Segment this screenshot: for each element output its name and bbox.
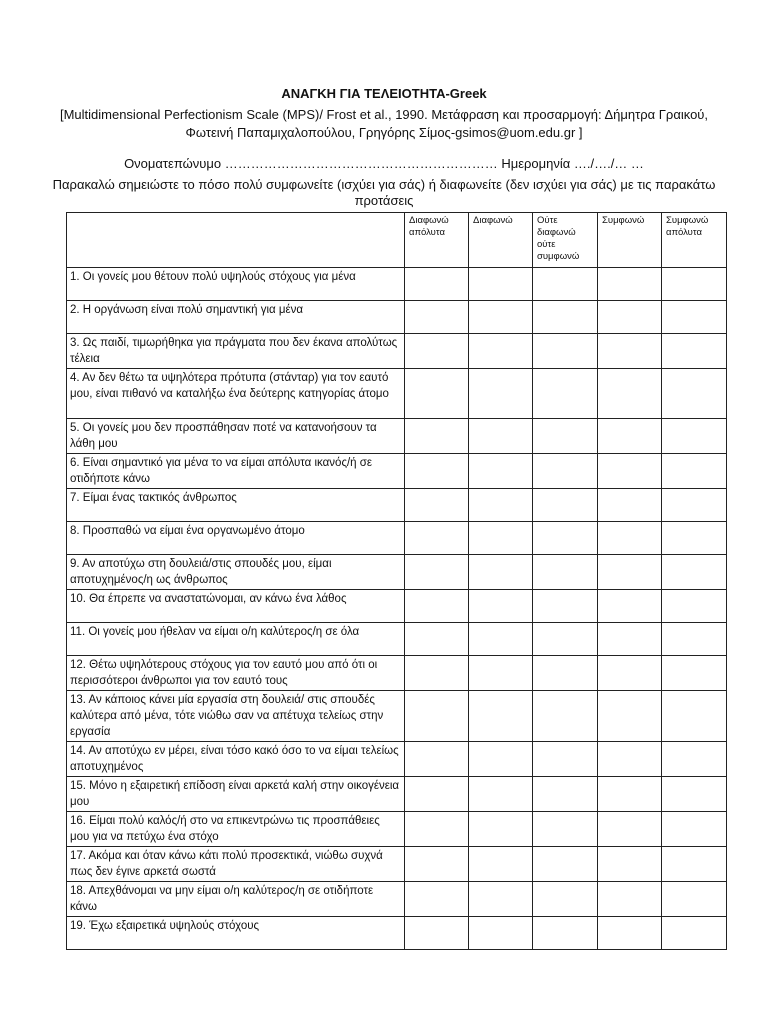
rating-cell[interactable]: [533, 454, 598, 489]
rating-cell[interactable]: [469, 369, 533, 419]
rating-cell[interactable]: [533, 334, 598, 369]
rating-cell[interactable]: [662, 742, 727, 777]
rating-cell[interactable]: [405, 691, 469, 742]
rating-cell[interactable]: [598, 454, 662, 489]
rating-cell[interactable]: [405, 656, 469, 691]
rating-cell[interactable]: [405, 334, 469, 369]
rating-cell[interactable]: [533, 882, 598, 917]
rating-cell[interactable]: [533, 489, 598, 522]
rating-cell[interactable]: [405, 777, 469, 812]
table-row: [67, 623, 727, 656]
rating-cell[interactable]: [469, 419, 533, 454]
table-row: [67, 268, 727, 301]
table-row: [67, 882, 727, 917]
column-header-agree: Συμφωνώ: [598, 213, 662, 268]
rating-cell[interactable]: [598, 268, 662, 301]
rating-cell[interactable]: [598, 489, 662, 522]
column-header-disagree: Διαφωνώ: [469, 213, 533, 268]
table-row: [67, 691, 727, 742]
rating-cell[interactable]: [405, 454, 469, 489]
rating-cell[interactable]: [533, 522, 598, 555]
rating-cell[interactable]: [598, 590, 662, 623]
rating-cell[interactable]: [598, 334, 662, 369]
statement-text: 12. Θέτω υψηλότερους στόχους για τον εαυτό μου από ότι οι περισσότεροι άνθρωποι για τον εαυτό τους: [67, 656, 405, 691]
rating-cell[interactable]: [662, 268, 727, 301]
rating-cell[interactable]: [469, 742, 533, 777]
rating-cell[interactable]: [405, 489, 469, 522]
table-row: [67, 590, 727, 623]
statement-text: 7. Είμαι ένας τακτικός άνθρωπος: [67, 489, 405, 522]
statement-text: 18. Απεχθάνομαι να μην είμαι ο/η καλύτερος/η σε οτιδήποτε κάνω: [67, 882, 405, 917]
table-row: [67, 454, 727, 489]
rating-cell[interactable]: [469, 623, 533, 656]
instructions-text: Παρακαλώ σημειώστε το πόσο πολύ συμφωνείτε (ισχύει για σάς) ή διαφωνείτε (δεν ισχύει για σάς) με τις παρακάτω προτάσεις: [52, 177, 716, 208]
statement-text: 3. Ως παιδί, τιμωρήθηκα για πράγματα που δεν έκανα απολύτως τέλεια: [67, 334, 405, 369]
rating-cell[interactable]: [662, 691, 727, 742]
statement-text: 5. Οι γονείς μου δεν προσπάθησαν ποτέ να κατανοήσουν τα λάθη μου: [67, 419, 405, 454]
rating-cell[interactable]: [405, 369, 469, 419]
rating-cell[interactable]: [405, 812, 469, 847]
table-row: [67, 555, 727, 590]
rating-cell[interactable]: [533, 419, 598, 454]
rating-cell[interactable]: [598, 656, 662, 691]
rating-cell[interactable]: [405, 590, 469, 623]
rating-cell[interactable]: [405, 623, 469, 656]
column-header-strongly-disagree: Διαφωνώ απόλυτα: [405, 213, 469, 268]
rating-cell[interactable]: [662, 419, 727, 454]
rating-cell[interactable]: [469, 812, 533, 847]
rating-cell[interactable]: [469, 917, 533, 950]
table-row: [67, 489, 727, 522]
rating-cell[interactable]: [662, 489, 727, 522]
rating-cell[interactable]: [533, 369, 598, 419]
rating-cell[interactable]: [598, 777, 662, 812]
questionnaire-table: [66, 212, 727, 950]
rating-cell[interactable]: [533, 623, 598, 656]
rating-cell[interactable]: [469, 656, 533, 691]
rating-cell[interactable]: [533, 301, 598, 334]
rating-cell[interactable]: [662, 777, 727, 812]
name-date-line: Ονοματεπώνυμο ……………………………………………………… Ημερομηνία …./…./… …: [124, 156, 644, 171]
rating-cell[interactable]: [469, 301, 533, 334]
table-row: [67, 812, 727, 847]
rating-cell[interactable]: [405, 882, 469, 917]
rating-cell[interactable]: [662, 454, 727, 489]
rating-cell[interactable]: [405, 419, 469, 454]
statement-text: 8. Προσπαθώ να είμαι ένα οργανωμένο άτομο: [67, 522, 405, 555]
rating-cell[interactable]: [598, 623, 662, 656]
statement-text: 14. Αν αποτύχω εν μέρει, είναι τόσο κακό όσο το να είμαι τελείως αποτυχημένος: [67, 742, 405, 777]
rating-cell[interactable]: [405, 522, 469, 555]
rating-cell[interactable]: [598, 812, 662, 847]
rating-cell[interactable]: [469, 555, 533, 590]
rating-cell[interactable]: [469, 691, 533, 742]
rating-cell[interactable]: [662, 812, 727, 847]
rating-cell[interactable]: [662, 301, 727, 334]
column-header-neutral: Ούτε διαφωνώ ούτε συμφωνώ: [533, 213, 598, 268]
rating-cell[interactable]: [405, 301, 469, 334]
rating-cell[interactable]: [662, 369, 727, 419]
column-header-strongly-agree: Συμφωνώ απόλυτα: [662, 213, 727, 268]
statement-text: 16. Είμαι πολύ καλός/ή στο να επικεντρώνω τις προσπάθειες μου για να πετύχω ένα στόχο: [67, 812, 405, 847]
rating-cell[interactable]: [662, 590, 727, 623]
table-row: [67, 301, 727, 334]
table-row: [67, 917, 727, 950]
rating-cell[interactable]: [662, 623, 727, 656]
table-row: [67, 369, 727, 419]
rating-cell[interactable]: [533, 812, 598, 847]
table-row: [67, 656, 727, 691]
rating-cell[interactable]: [405, 742, 469, 777]
rating-cell[interactable]: [533, 555, 598, 590]
rating-cell[interactable]: [598, 419, 662, 454]
statement-text: 11. Οι γονείς μου ήθελαν να είμαι ο/η καλύτερος/η σε όλα: [67, 623, 405, 656]
table-row: [67, 742, 727, 777]
statement-text: 15. Μόνο η εξαιρετική επίδοση είναι αρκετά καλή στην οικογένεια μου: [67, 777, 405, 812]
rating-cell[interactable]: [469, 590, 533, 623]
statement-text: 4. Αν δεν θέτω τα υψηλότερα πρότυπα (στάνταρ) για τον εαυτό μου, είναι πιθανό να καταλήξω ένα δεύτερης κατηγορίας άτομο: [67, 369, 405, 419]
statement-text: 6. Είναι σημαντικό για μένα το να είμαι απόλυτα ικανός/ή σε οτιδήποτε κάνω: [67, 454, 405, 489]
source-citation: [Multidimensional Perfectionism Scale (MPS)/ Frost et al., 1990. Μετάφραση και προσαρμογή: Δήμητρα Γραικού, Φωτεινή Παπαμιχαλοπούλου, Γρηγόρης Σίμος-gsimos@uom.edu.gr ]: [59, 107, 709, 140]
rating-cell[interactable]: [533, 590, 598, 623]
rating-cell[interactable]: [598, 555, 662, 590]
statement-text: 10. Θα έπρεπε να αναστατώνομαι, αν κάνω ένα λάθος: [67, 590, 405, 623]
rating-cell[interactable]: [533, 777, 598, 812]
rating-cell[interactable]: [598, 882, 662, 917]
rating-cell[interactable]: [598, 742, 662, 777]
rating-cell[interactable]: [598, 522, 662, 555]
rating-cell[interactable]: [469, 268, 533, 301]
statement-text: 1. Οι γονείς μου θέτουν πολύ υψηλούς στόχους για μένα: [67, 268, 405, 301]
rating-cell[interactable]: [469, 334, 533, 369]
rating-cell[interactable]: [662, 847, 727, 882]
rating-cell[interactable]: [533, 656, 598, 691]
rating-cell[interactable]: [469, 882, 533, 917]
rating-cell[interactable]: [405, 917, 469, 950]
table-row: [67, 847, 727, 882]
rating-cell[interactable]: [533, 268, 598, 301]
rating-cell[interactable]: [405, 847, 469, 882]
statement-text: 9. Αν αποτύχω στη δουλειά/στις σπουδές μου, είμαι αποτυχημένος/η ως άνθρωπος: [67, 555, 405, 590]
rating-cell[interactable]: [405, 555, 469, 590]
table-row: [67, 522, 727, 555]
rating-cell[interactable]: [598, 691, 662, 742]
rating-cell[interactable]: [662, 522, 727, 555]
rating-cell[interactable]: [598, 917, 662, 950]
rating-cell[interactable]: [469, 847, 533, 882]
table-row: [67, 419, 727, 454]
rating-cell[interactable]: [662, 334, 727, 369]
table-row: [67, 334, 727, 369]
rating-cell[interactable]: [662, 555, 727, 590]
rating-cell[interactable]: [469, 454, 533, 489]
rating-cell[interactable]: [662, 656, 727, 691]
rating-cell[interactable]: [662, 882, 727, 917]
rating-cell[interactable]: [469, 522, 533, 555]
item-column-header: [67, 213, 405, 268]
rating-cell[interactable]: [533, 847, 598, 882]
rating-cell[interactable]: [469, 489, 533, 522]
rating-cell[interactable]: [533, 742, 598, 777]
document-title: ΑΝΑΓΚΗ ΓΙΑ ΤΕΛΕΙΟΤΗΤΑ-Greek: [281, 86, 487, 101]
rating-cell[interactable]: [662, 917, 727, 950]
statement-text: 13. Αν κάποιος κάνει μία εργασία στη δουλειά/ στις σπουδές καλύτερα από μένα, τότε νιώθω σαν να απέτυχα τελείως στην εργασία: [67, 691, 405, 742]
rating-cell[interactable]: [405, 268, 469, 301]
statement-text: 2. Η οργάνωση είναι πολύ σημαντική για μένα: [67, 301, 405, 334]
rating-cell[interactable]: [598, 847, 662, 882]
table-header-row: [67, 213, 727, 268]
statement-text: 19. Έχω εξαιρετικά υψηλούς στόχους: [67, 917, 405, 950]
statement-text: 17. Ακόμα και όταν κάνω κάτι πολύ προσεκτικά, νιώθω συχνά πως δεν έγινε αρκετά σωστά: [67, 847, 405, 882]
rating-cell[interactable]: [598, 369, 662, 419]
rating-cell[interactable]: [533, 691, 598, 742]
table-row: [67, 777, 727, 812]
rating-cell[interactable]: [469, 777, 533, 812]
rating-cell[interactable]: [533, 917, 598, 950]
rating-cell[interactable]: [598, 301, 662, 334]
